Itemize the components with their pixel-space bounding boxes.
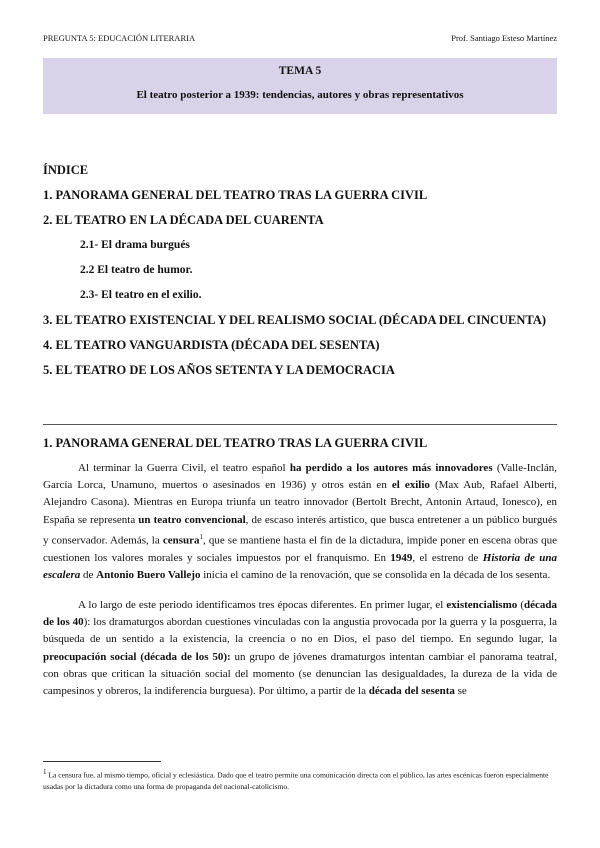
toc-item-1: 1. PANORAMA GENERAL DEL TEATRO TRAS LA GUERRA CIVIL: [43, 188, 428, 202]
footnote-ref: 1: [199, 532, 203, 541]
paragraph-1: Al terminar la Guerra Civil, el teatro español ha perdido a los autores más innovadores (Valle-Inclán, García Lorca, Unamuno, muertos o asesinados en 1936) y otros están en el exilio (Max Aub, Rafael Alberti, Alejandro Casona). Mientras en Europa triunfa un teatro innovador (Bertolt Brecht, Antonin Artaud, Ionesco), en España se representa un teatro convencional, de escaso interés artístico, que busca entretener a un público burgués y conservador. Además, la censura$^1$, que se mantiene hasta el fin de la dictadura, impide poner en escena obras que cuestionen los valores morales y sociales impuestos por el franquismo. En 1949, el estreno de Historia de una escalera de Antonio Buero Vallejo inicia el camino de la renovación, que se consolida en la década de los sesenta.: [43, 462, 558, 581]
toc-item-2-3: 2.3- El teatro en el exilio.: [80, 289, 202, 301]
topic-title: TEMA 5: [278, 65, 322, 77]
section-divider: [43, 424, 557, 425]
toc-heading: ÍNDICE: [43, 163, 89, 177]
toc-item-2-1: 2.1- El drama burgués: [80, 239, 190, 251]
table-of-contents: [43, 162, 557, 387]
footnote-divider: [43, 761, 161, 762]
toc-item-5: 5. EL TEATRO DE LOS AÑOS SETENTA Y LA DEMOCRACIA: [43, 363, 395, 377]
footnote: $^1$ La censura fue, al mismo tiempo, oficial y eclesiástica. Dado que el teatro permite una comunicación directa con el público, las artes escénicas fueron especialmente usadas por la dictadura como una forma de propaganda del nacional-catolicismo.: [43, 768, 549, 791]
toc-item-4: 4. EL TEATRO VANGUARDISTA (DÉCADA DEL SESENTA): [43, 338, 380, 352]
header-subject: PREGUNTA 5: EDUCACIÓN LITERARIA: [43, 33, 196, 43]
toc-item-2-2: 2.2 El teatro de humor.: [80, 264, 193, 276]
paragraph-2: A lo largo de este periodo identificamos tres épocas diferentes. En primer lugar, el existencialismo (década de los 40): los dramaturgos abordan cuestiones vinculadas con la angustia provocada por la guerra y la posguerra, la búsqueda de un sentido a la existencia, la creencia o no en Dios, el paso del tiempo. En segundo lugar, la preocupación social (década de los 50): un grupo de jóvenes dramaturgos intentan cambiar el panorama teatral, con obras que critican la situación social del momento (se denuncian las desigualdades, la dureza de la vida de campesinos y obreros, la indiferencia burguesa). Por último, a partir de la década del sesenta se: [43, 599, 557, 698]
toc-item-3: 3. EL TEATRO EXISTENCIAL Y DEL REALISMO SOCIAL (DÉCADA DEL CINCUENTA): [43, 313, 547, 327]
toc-item-2: 2. EL TEATRO EN LA DÉCADA DEL CUARENTA: [43, 213, 324, 227]
header-author: Prof. Santiago Esteso Martínez: [451, 33, 557, 43]
page-header: [43, 33, 557, 43]
title-box: [43, 58, 557, 114]
topic-subtitle: El teatro posterior a 1939: tendencias, autores y obras representativos: [136, 89, 464, 101]
section-1-body: [43, 460, 557, 713]
section-1-heading: 1. PANORAMA GENERAL DEL TEATRO TRAS LA GUERRA CIVIL: [43, 436, 428, 450]
